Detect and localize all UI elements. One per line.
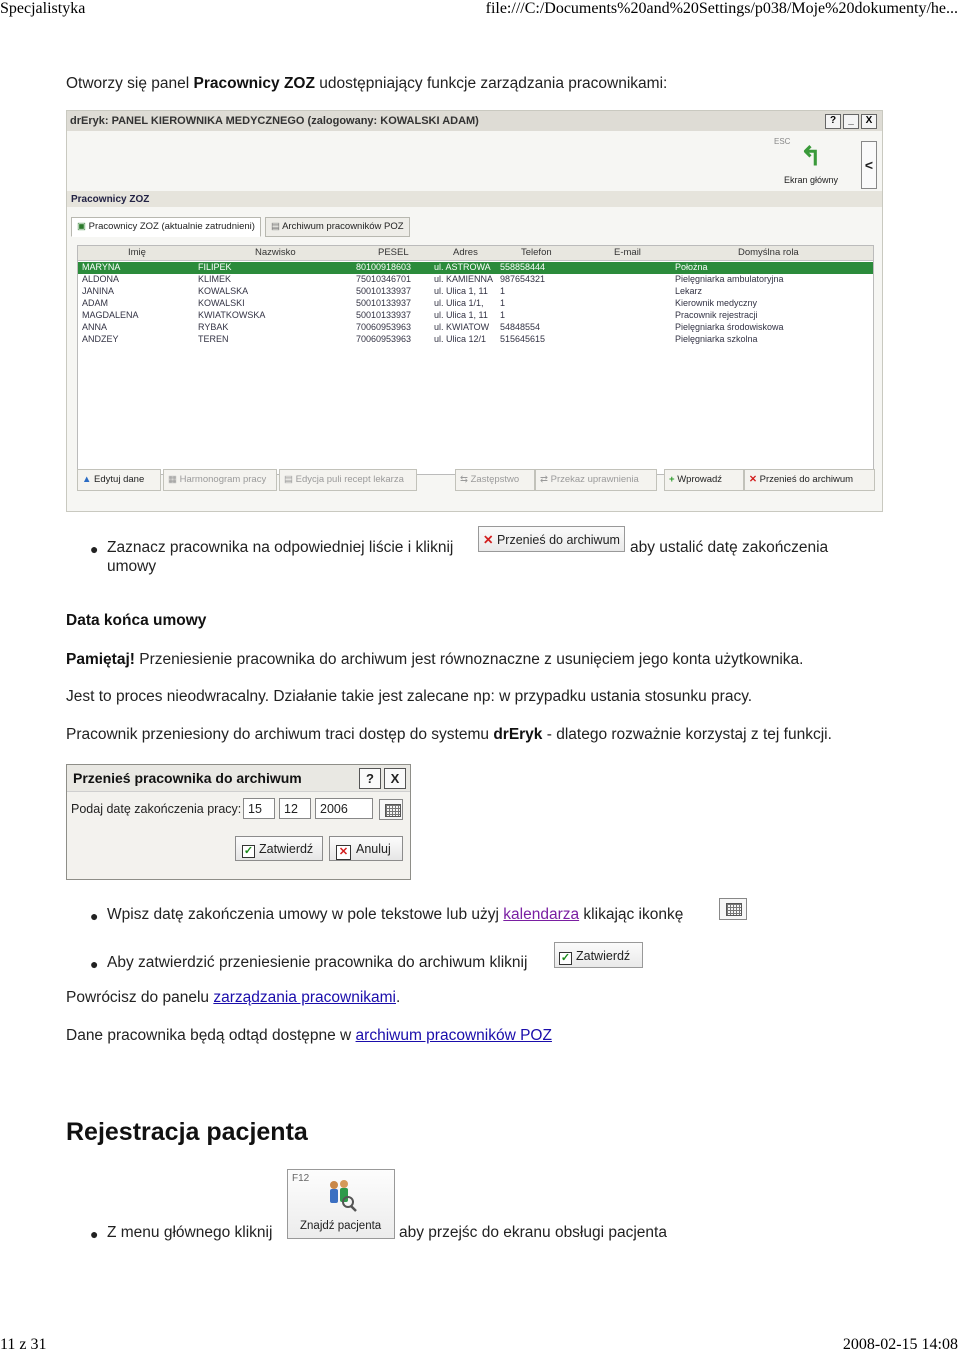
table-cell: ul. Ulica 12/1 — [434, 334, 487, 344]
col-default-role[interactable]: Domyślna rola — [738, 247, 799, 258]
button-label: Anuluj — [356, 842, 391, 856]
f12-key-label: F12 — [292, 1173, 310, 1184]
checkmark-icon: ✓ — [560, 952, 571, 964]
button-label: Zatwierdź — [259, 842, 314, 856]
bullet4-text-end: aby przejśc do ekranu obsługi pacjenta — [399, 1224, 667, 1241]
col-pesel[interactable]: PESEL — [378, 247, 409, 258]
table-cell: ALDONA — [82, 274, 120, 284]
table-cell: 50010133937 — [356, 298, 412, 308]
return-end: . — [395, 989, 401, 1006]
minimize-button[interactable]: _ — [843, 114, 859, 129]
checkmark-icon: ✓ — [243, 845, 254, 857]
table-cell: 50010133937 — [356, 310, 412, 320]
close-button[interactable]: X — [384, 768, 406, 789]
bullet3-text: Aby zatwierdzić przeniesienie pracownika do archiwum kliknij — [107, 954, 528, 971]
transfer-icon: ⇄ — [540, 474, 551, 485]
remember-paragraph — [66, 651, 803, 669]
button-label: Przekaz uprawnienia — [550, 474, 639, 485]
table-cell: KWIATKOWSKA — [198, 310, 266, 320]
table-row[interactable] — [78, 262, 873, 274]
button-label: Zatwierdź — [576, 949, 631, 963]
panel-title: drEryk: PANEL KIEROWNIKA MEDYCZNEGO (zalogowany: KOWALSKI ADAM) — [70, 115, 479, 127]
archive-link[interactable]: archiwum pracowników POZ — [355, 1027, 552, 1044]
red-x-icon: ✕ — [483, 533, 494, 547]
table-header — [78, 246, 873, 261]
table-cell: MAGDALENA — [82, 310, 139, 320]
table-row[interactable] — [78, 274, 873, 286]
remember-line2: Jest to proces nieodwracalny. Działanie takie jest zalecane np: w przypadku ustania stosunku pracy. — [66, 688, 753, 705]
confirm-button-image — [554, 942, 643, 968]
bullet1-text: Zaznacz pracownika na odpowiedniej liście i kliknij — [107, 539, 454, 556]
product-name: drEryk — [493, 726, 543, 743]
table-cell: ul. Ulica 1/1, — [434, 298, 484, 308]
table-cell: RYBAK — [198, 322, 229, 332]
close-button[interactable]: X — [861, 114, 877, 129]
table-cell: 50010133937 — [356, 286, 412, 296]
table-cell: Położna — [675, 262, 708, 272]
day-input[interactable]: 15 — [243, 798, 275, 819]
esc-key-label: ESC — [774, 137, 791, 146]
bullet1-text-end: aby ustalić datę zakończenia — [630, 539, 829, 556]
table-cell: TEREN — [198, 334, 229, 344]
intro-text-end: udostępniający funkcje zarządzania pracownikami: — [314, 75, 668, 92]
month-input[interactable]: 12 — [279, 798, 311, 819]
button-label: Przenieś do archiwum — [759, 474, 854, 485]
bullet1-text-cont: umowy — [107, 558, 157, 575]
col-address[interactable]: Adres — [453, 247, 478, 258]
table-row[interactable] — [78, 298, 873, 310]
button-label: Edytuj dane — [94, 474, 145, 485]
panel-screenshot — [66, 110, 883, 512]
employees-table — [77, 245, 874, 475]
home-label: Ekran główny — [784, 175, 839, 185]
calendar-icon — [726, 903, 742, 916]
table-cell: Kierownik medyczny — [675, 298, 758, 308]
calendar-icon: ▦ — [168, 474, 180, 485]
plus-icon: + — [669, 474, 678, 485]
archive-text: Dane pracownika będą odtąd dostępne w — [66, 1027, 356, 1044]
button-label: Harmonogram pracy — [179, 474, 267, 485]
bullet2-post: klikając ikonkę — [579, 906, 684, 923]
table-cell: ANNA — [82, 322, 108, 332]
button-label: Edycja puli recept lekarza — [295, 474, 404, 485]
table-cell: Lekarz — [675, 286, 703, 296]
table-cell: ul. Ulica 1, 11 — [434, 286, 488, 296]
table-cell: 1 — [500, 298, 506, 308]
section-heading: Data końca umowy — [66, 612, 207, 629]
button-label: Przenieś do archiwum — [496, 533, 620, 547]
table-row[interactable] — [78, 322, 873, 334]
red-x-icon: ✕ — [749, 474, 760, 485]
substitution-button[interactable] — [455, 469, 535, 491]
button-label: Zastępstwo — [470, 474, 520, 485]
employee-management-link[interactable]: zarządzania pracownikami — [213, 989, 396, 1006]
dialog-title: Przenieś pracownika do archiwum — [73, 770, 302, 786]
add-button[interactable] — [664, 469, 744, 491]
print-header-url: file:///C:/Documents%20and%20Settings/p038/Moje%20dokumenty/he... — [485, 0, 958, 17]
print-header-title: Specjalistyka — [0, 0, 86, 17]
table-row[interactable] — [78, 334, 873, 346]
section-title: Pracownicy ZOZ — [71, 194, 150, 205]
up-arrow-icon: ▲ — [82, 474, 95, 485]
col-last-name[interactable]: Nazwisko — [255, 247, 296, 258]
move-to-archive-button-image — [478, 526, 625, 552]
table-cell: ul. KWIATOW — [434, 322, 490, 332]
bullet4-text: Z menu głównego kliknij — [107, 1224, 273, 1241]
panel-titlebar — [67, 111, 882, 131]
tab-label: Archiwum pracowników POZ — [282, 221, 404, 232]
table-cell: 70060953963 — [356, 334, 412, 344]
transfer-rights-button[interactable] — [535, 469, 657, 491]
table-cell: ADAM — [82, 298, 109, 308]
users-icon: ▣ — [77, 221, 89, 232]
table-cell: 558858444 — [500, 262, 546, 272]
red-x-icon: ✕ — [336, 845, 351, 860]
table-cell: 80100918603 — [356, 262, 412, 272]
calendar-link[interactable]: kalendarza — [503, 906, 580, 923]
table-cell: 515645615 — [500, 334, 546, 344]
table-cell: 987654321 — [500, 274, 546, 284]
cancel-button[interactable] — [329, 836, 403, 861]
document-icon: ▤ — [284, 474, 296, 485]
calendar-button[interactable] — [379, 799, 403, 820]
bullet-dot: ● — [90, 1226, 99, 1242]
bullet-dot: ● — [90, 541, 99, 557]
table-row[interactable] — [78, 286, 873, 298]
col-phone[interactable]: Telefon — [521, 247, 552, 258]
tab-label: Pracownicy ZOZ (aktualnie zatrudnieni) — [88, 221, 255, 232]
table-cell: ANDZEY — [82, 334, 119, 344]
intro-text: Otworzy się panel — [66, 75, 194, 92]
calendar-icon — [385, 804, 401, 817]
prescription-pool-button[interactable] — [279, 469, 417, 491]
bullet2-pre: Wpisz datę zakończenia umowy w pole tekstowe lub użyj — [107, 906, 504, 923]
bullet2-text — [107, 906, 683, 924]
edit-data-button[interactable] — [77, 469, 161, 491]
tab-archive[interactable] — [265, 217, 410, 237]
remember-line1: Przeniesienie pracownika do archiwum jest równoznaczne z usunięciem jego konta użytkownika. — [134, 651, 804, 668]
schedule-button[interactable] — [163, 469, 277, 491]
calendar-icon-image — [719, 898, 747, 920]
table-cell: 1 — [500, 286, 506, 296]
return-arrow-icon: ↰ — [800, 141, 822, 171]
button-label: Wprowadź — [677, 474, 723, 485]
table-cell: 54848554 — [500, 322, 541, 332]
table-cell: ul. KAMIENNA — [434, 274, 494, 284]
intro-bold: Pracownicy ZOZ — [193, 75, 315, 92]
archive-dialog-screenshot — [66, 764, 411, 880]
remember-bold: Pamiętaj! — [66, 651, 135, 668]
archive-paragraph — [66, 1027, 552, 1045]
table-cell: FILIPEK — [198, 262, 232, 272]
archive-icon: ▤ — [271, 221, 283, 232]
section-titlebar — [67, 191, 882, 207]
button-label: Znajdź pacjenta — [300, 1220, 382, 1232]
remember-line3 — [66, 726, 832, 744]
col-first-name[interactable]: Imię — [128, 247, 146, 258]
table-cell: MARYNA — [82, 262, 121, 272]
table-row[interactable] — [78, 310, 873, 322]
print-timestamp: 2008-02-15 14:08 — [842, 1336, 958, 1353]
table-cell: Pielęgniarka ambulatoryjna — [675, 274, 784, 284]
table-cell: 70060953963 — [356, 322, 412, 332]
table-cell: KOWALSKI — [198, 298, 245, 308]
table-cell: JANINA — [82, 286, 115, 296]
people-search-icon — [324, 1178, 358, 1212]
year-input[interactable]: 2006 — [315, 798, 373, 819]
page-counter: 11 z 31 — [0, 1336, 47, 1353]
collapse-sidebar-button[interactable]: < — [861, 141, 877, 189]
col-email[interactable]: E-mail — [614, 247, 641, 258]
remember-line3-text: Pracownik przeniesiony do archiwum traci dostęp do systemu — [66, 726, 494, 743]
help-button[interactable]: ? — [359, 768, 381, 789]
help-button[interactable]: ? — [825, 114, 841, 129]
bullet-dot: ● — [90, 908, 99, 924]
return-paragraph — [66, 989, 400, 1007]
table-cell: Pielęgniarka środowiskowa — [675, 322, 784, 332]
intro-paragraph — [66, 75, 667, 93]
table-cell: KOWALSKA — [198, 286, 249, 296]
return-text: Powrócisz do panelu — [66, 989, 214, 1006]
bullet-dot: ● — [90, 956, 99, 972]
table-cell: 1 — [500, 310, 506, 320]
table-cell: 75010346701 — [356, 274, 412, 284]
patient-registration-heading: Rejestracja pacjenta — [66, 1118, 308, 1146]
table-cell: ul. ASTROWA — [434, 262, 491, 272]
dialog-titlebar — [67, 765, 410, 792]
tab-current-employees[interactable] — [71, 217, 261, 237]
swap-icon: ⇆ — [460, 474, 471, 485]
move-to-archive-button[interactable] — [744, 469, 875, 491]
table-cell: KLIMEK — [198, 274, 232, 284]
home-button[interactable] — [770, 133, 855, 188]
confirm-button[interactable] — [235, 836, 323, 861]
table-cell: Pielęgniarka szkolna — [675, 334, 758, 344]
find-patient-button-image — [287, 1169, 395, 1239]
remember-line3-end: - dlatego rozważnie korzystaj z tej funkcji. — [542, 726, 832, 743]
table-cell: Pracownik rejestracji — [675, 310, 758, 320]
table-cell: ul. Ulica 1, 11 — [434, 310, 488, 320]
end-date-label: Podaj datę zakończenia pracy: — [71, 802, 242, 816]
